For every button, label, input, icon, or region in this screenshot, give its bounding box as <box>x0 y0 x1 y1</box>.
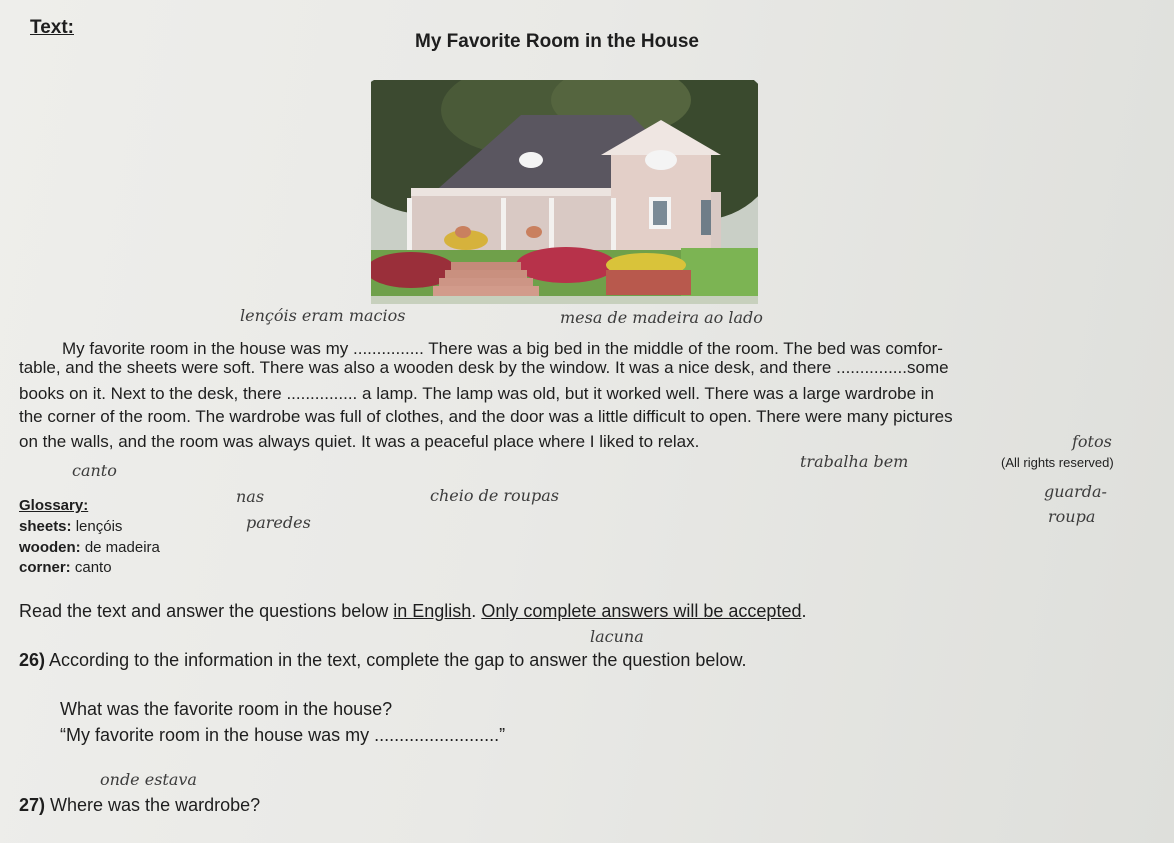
glossary-meaning: canto <box>74 559 112 576</box>
glossary-term: corner: <box>19 559 71 576</box>
answer-text: “My favorite room in the house was my <box>60 725 370 745</box>
passage-title: My Favorite Room in the House <box>415 31 699 52</box>
passage-blank: .............. <box>353 339 420 358</box>
handwritten-note-paredes: paredes <box>246 513 311 532</box>
handwritten-note-trabalha: trabalha bem <box>800 452 909 471</box>
passage-blank: ............... <box>286 384 358 403</box>
handwritten-note-mesa: mesa de madeira ao lado <box>560 308 763 327</box>
house-photo <box>371 80 758 304</box>
handwritten-note-fotos: fotos <box>1072 432 1112 451</box>
passage-line-4: the corner of the room. The wardrobe was full of clothes, and the door was a little difficult to open. There were many pictures <box>19 407 953 426</box>
passage-blank: ............... <box>836 358 907 377</box>
instructions <box>19 601 806 622</box>
handwritten-note-guarda: guarda- <box>1044 482 1107 501</box>
handwritten-note-roupa: roupa <box>1048 507 1096 526</box>
passage-line-3 <box>19 384 934 404</box>
passage-line-2 <box>19 358 949 378</box>
glossary-term: sheets: <box>19 518 72 535</box>
question-26 <box>19 650 746 671</box>
passage-text: a lamp. The lamp was old, but it worked well. There was a large wardrobe in <box>362 384 935 403</box>
glossary-heading: Glossary: <box>19 497 89 514</box>
question-number: 27) <box>19 795 46 815</box>
glossary-item <box>19 559 112 576</box>
glossary-meaning: de madeira <box>84 539 160 556</box>
question-text: Where was the wardrobe? <box>50 795 261 815</box>
passage-text: . There was a big bed in the middle of the room. The bed was comfor- <box>419 339 943 358</box>
answer-blank[interactable]: ........................ <box>374 725 495 745</box>
passage-line-1 <box>62 339 943 359</box>
instructions-text: . <box>471 601 482 621</box>
handwritten-note-canto: canto <box>72 461 117 480</box>
handwritten-note-cheio: cheio de roupas <box>430 486 559 505</box>
question-number: 26) <box>19 650 46 670</box>
glossary-item <box>19 539 160 556</box>
text-label: Text: <box>30 17 74 38</box>
passage-text: My favorite room in the house was my <box>62 339 349 358</box>
question-text: According to the information in the text, complete the gap to answer the question below. <box>49 650 747 670</box>
handwritten-note-onde: onde estava <box>100 770 197 789</box>
handwritten-note-lacuna: lacuna <box>590 627 644 646</box>
question-26-prompt: What was the favorite room in the house? <box>60 699 393 719</box>
passage-text: books on it. Next to the desk, there <box>19 384 282 403</box>
instructions-emphasis: Only complete answers will be accepted <box>481 601 802 621</box>
instructions-text: . <box>801 601 807 621</box>
question-26-answer-line[interactable] <box>60 725 505 746</box>
glossary-meaning: lençóis <box>75 518 123 535</box>
question-27 <box>19 795 260 816</box>
glossary-term: wooden: <box>19 539 81 556</box>
handwritten-note-lencois: lençóis eram macios <box>240 306 406 325</box>
handwritten-note-nas: nas <box>236 487 265 506</box>
instructions-text: Read the text and answer the questions below <box>19 601 394 621</box>
instructions-emphasis: in English <box>393 601 472 621</box>
rights-notice: (All rights reserved) <box>1001 455 1114 470</box>
passage-text: table, and the sheets were soft. There was also a wooden desk by the window. It was a nice desk, and there <box>19 358 832 377</box>
passage-line-5: on the walls, and the room was always quiet. It was a peaceful place where I liked to relax. <box>19 432 700 451</box>
glossary-item <box>19 518 122 535</box>
passage-text: some <box>906 358 949 377</box>
answer-text: .” <box>494 725 506 745</box>
